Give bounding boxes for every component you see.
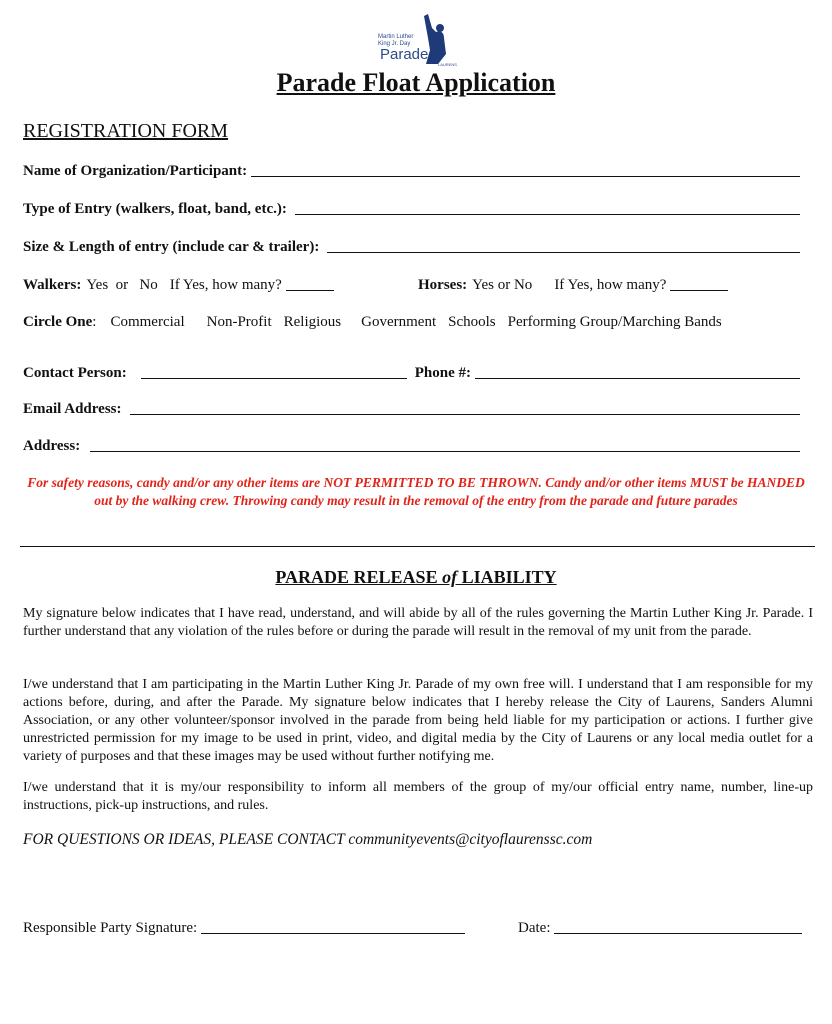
logo-line-4: LAURENS	[438, 62, 457, 67]
signature-input-line[interactable]	[201, 933, 465, 934]
date-label: Date:	[518, 920, 551, 936]
signature-label: Responsible Party Signature:	[23, 920, 198, 936]
release-title-part-3: LIABILITY	[457, 567, 557, 587]
safety-warning: For safety reasons, candy and/or any other items are NOT PERMITTED TO BE THROWN. Candy and/or other items MUST be HANDED out by the walking crew. Throwing candy may result in the removal of the entry from the parade and future parades	[27, 475, 805, 508]
option-performing-group[interactable]: Performing Group/Marching Bands	[507, 314, 722, 330]
release-title-part-1: PARADE RELEASE	[275, 567, 443, 587]
signature-row	[23, 920, 465, 937]
logo-line-2: King Jr. Day	[378, 41, 411, 47]
address-row	[23, 438, 800, 455]
release-title-part-2: of	[442, 567, 458, 587]
walkers-count-line[interactable]	[286, 290, 334, 291]
release-title	[0, 567, 832, 588]
release-paragraph-3: I/we understand that it is my/our responsibility to inform all members of the group of my/our official entry name, number, line-up instructions, pick-up instructions, and rules.	[23, 780, 813, 813]
logo-line-3: Parade	[380, 46, 429, 63]
circle-one-colon: :	[92, 314, 97, 330]
entry-type-input-line[interactable]	[295, 213, 800, 215]
contact-label: Contact Person:	[23, 365, 127, 381]
size-label: Size & Length of entry (include car & trailer):	[23, 239, 320, 255]
release-paragraph-1: My signature below indicates that I have read, understand, and will abide by all of the rules governing the Martin Luther King Jr. Parade. I further understand that any violation of the rules before or during the parade will result in the removal of my unit from the parade.	[23, 606, 813, 639]
horses-options[interactable]: Yes or No	[472, 277, 533, 293]
date-row	[518, 920, 802, 937]
contact-note	[23, 831, 592, 849]
contact-row	[23, 365, 800, 382]
contact-input-line[interactable]	[141, 378, 407, 379]
phone-label: Phone #:	[414, 365, 471, 381]
org-label: Name of Organization/Participant:	[23, 163, 248, 179]
option-schools[interactable]: Schools	[448, 314, 496, 330]
parade-logo	[378, 14, 464, 66]
email-input-line[interactable]	[130, 413, 801, 415]
release-paragraph-2: I/we understand that I am participating in the Martin Luther King Jr. Parade of my own free will. I understand that I am responsible for my actions before, during, and after the Parade. My signature below indicates that I hereby release the City of Laurens, Sanders Alumni Association, or any other volunteer/sponsor involved in the parade from being held liable for my participation or actions. I further give unrestricted permission for my image to be used in print, video, and digital media by the City of Laurens or any local media outlet for a variety of purposes and that these images may be used without further notifying me.	[23, 677, 813, 764]
horses-count-line[interactable]	[670, 290, 728, 291]
address-input-line[interactable]	[90, 450, 800, 452]
contact-email-link[interactable]: communityevents@cityoflaurenssc.com	[348, 831, 593, 848]
contact-note-text: FOR QUESTIONS OR IDEAS, PLEASE CONTACT	[23, 831, 349, 848]
date-input-line[interactable]	[554, 933, 802, 934]
horses-label: Horses:	[418, 277, 468, 293]
page-title: Parade Float Application	[276, 68, 556, 97]
org-input-line[interactable]	[251, 175, 800, 177]
email-label: Email Address:	[23, 401, 122, 417]
walkers-label: Walkers:	[23, 277, 82, 293]
walkers-options[interactable]: Yes or No	[86, 277, 158, 293]
logo-line-1: Martin Luther	[378, 34, 414, 40]
circle-one-row	[23, 314, 800, 331]
size-input-line[interactable]	[327, 251, 800, 253]
walkers-how-many-label: If Yes, how many?	[169, 277, 282, 293]
entry-type-label: Type of Entry (walkers, float, band, etc.):	[23, 201, 287, 217]
option-government[interactable]: Government	[361, 314, 437, 330]
option-non-profit[interactable]: Non-Profit	[206, 314, 272, 330]
registration-heading: REGISTRATION FORM	[23, 120, 229, 142]
option-religious[interactable]: Religious	[283, 314, 342, 330]
entry-type-row	[23, 201, 800, 218]
size-row	[23, 239, 800, 256]
org-row	[23, 163, 800, 180]
email-row	[23, 401, 800, 418]
walkers-row	[23, 277, 334, 294]
option-commercial[interactable]: Commercial	[110, 314, 185, 330]
horses-row	[418, 277, 728, 294]
horses-how-many-label: If Yes, how many?	[554, 277, 667, 293]
address-label: Address:	[23, 438, 81, 454]
circle-one-label: Circle One	[23, 314, 93, 330]
divider	[20, 546, 815, 547]
phone-input-line[interactable]	[475, 377, 800, 379]
